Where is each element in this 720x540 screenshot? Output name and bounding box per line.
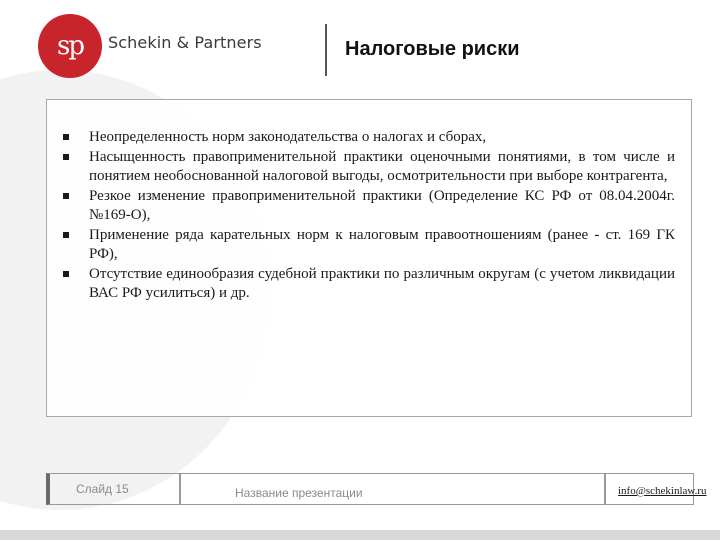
logo-monogram: sp (57, 31, 83, 61)
list-item (61, 265, 675, 304)
bottom-band (0, 530, 720, 540)
email-link[interactable]: info@schekinlaw.ru (618, 485, 707, 497)
list-item-text: Неопределенность норм законодательства о налогах и сборах, (89, 129, 487, 145)
square-bullet-icon (63, 232, 69, 238)
list-item-text: Резкое изменение правоприменительной практики (Определение КС РФ от 08.04.2004г. №169-О), (89, 187, 675, 223)
slide-footer (46, 473, 707, 507)
list-item (61, 128, 675, 148)
presentation-name-label: Название презентации (235, 486, 363, 500)
footer-slide-number (46, 473, 180, 505)
footer-presentation-name (180, 473, 605, 505)
header-divider (325, 24, 327, 76)
square-bullet-icon (63, 271, 69, 277)
square-bullet-icon (63, 134, 69, 140)
list-item-text: Насыщенность правоприменительной практики оценочными понятиями, в том числе и понятием необоснованной налоговой выгоды, осмотрительности при выборе контрагента, (89, 148, 675, 184)
slide-title: Налоговые риски (345, 38, 520, 60)
list-item (61, 226, 675, 265)
content-panel (46, 99, 692, 417)
risk-list (47, 100, 691, 304)
brand-name: Schekin & Partners (108, 33, 262, 52)
list-item-text: Применение ряда карательных норм к налоговым правоотношениям (ранее - ст. 169 ГК РФ), (89, 226, 675, 262)
slide-number-label: Слайд 15 (76, 482, 129, 496)
square-bullet-icon (63, 154, 69, 160)
company-logo (38, 14, 102, 78)
footer-email (605, 473, 707, 505)
square-bullet-icon (63, 193, 69, 199)
list-item (61, 148, 675, 187)
list-item (61, 187, 675, 226)
list-item-text: Отсутствие единообразия судебной практики по различным округам (с учетом ликвидации ВАС РФ усилиться) и др. (89, 265, 675, 301)
